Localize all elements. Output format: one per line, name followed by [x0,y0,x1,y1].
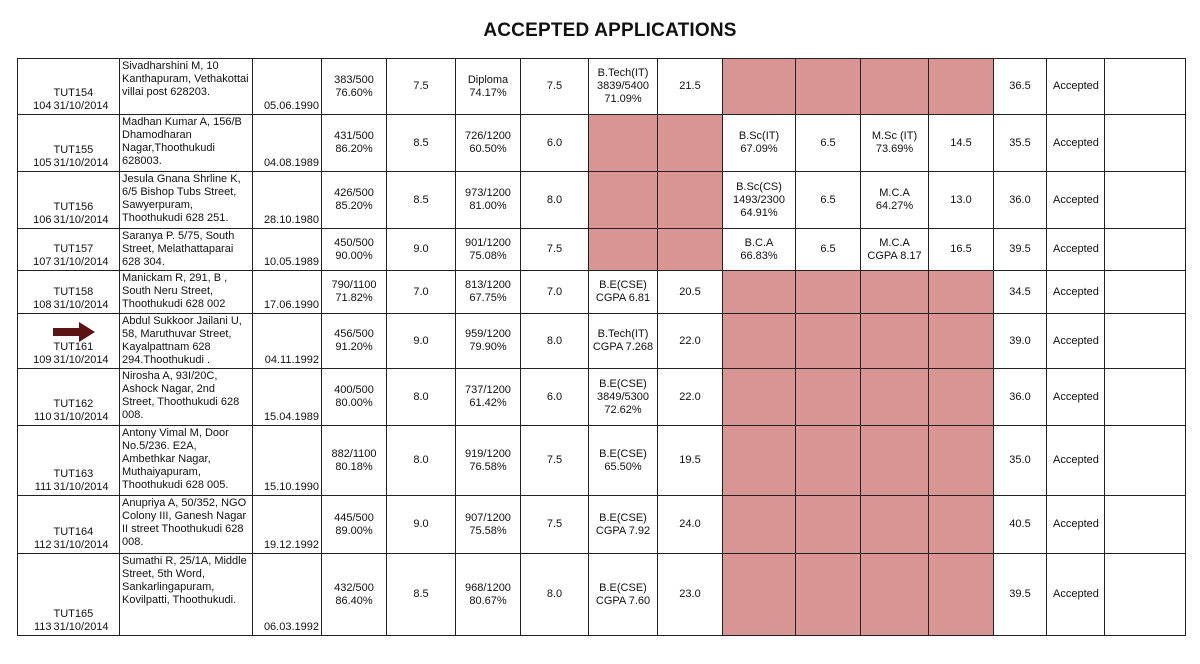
application-code: TUT158 [53,286,94,298]
pg-degree-score: 13.0 [929,172,994,229]
date-of-birth: 17.06.1990 [253,271,322,314]
serial-number: 106 [18,172,52,229]
serial-number: 113 [18,554,52,636]
ug-degree-score [796,59,861,115]
sslc-score: 8.0 [387,369,456,426]
application-date: 31/10/2014 [53,539,109,551]
pg-degree-marks [861,426,929,496]
pg-degree-marks [861,496,929,554]
hsc-score: 8.0 [521,172,589,229]
ug-engineering-marks [589,229,658,271]
hsc-score: 8.0 [521,314,589,369]
hsc-score: 6.0 [521,115,589,172]
status-text: Accepted [1047,554,1105,636]
application-id [52,271,120,314]
ug-engineering-score [658,229,723,271]
remarks-cell [1105,554,1186,636]
total-score: 35.0 [994,426,1047,496]
status-text: Accepted [1047,115,1105,172]
ug-engineering-marks [589,172,658,229]
application-date: 31/10/2014 [53,157,109,169]
ug-degree-marks: B.Sc(IT) 67.09% [723,115,796,172]
table-row [18,115,1186,172]
application-id [52,369,120,426]
serial-number: 111 [18,426,52,496]
remarks-cell [1105,369,1186,426]
total-score: 40.5 [994,496,1047,554]
remarks-cell [1105,172,1186,229]
sslc-marks: 445/500 89.00% [322,496,387,554]
total-score: 39.0 [994,314,1047,369]
ug-engineering-score [658,115,723,172]
pg-degree-marks [861,271,929,314]
ug-degree-marks [723,59,796,115]
application-code: TUT161 [53,341,94,353]
hsc-marks: 968/1200 80.67% [456,554,521,636]
status-text: Accepted [1047,314,1105,369]
total-score: 36.0 [994,172,1047,229]
serial-number: 105 [18,115,52,172]
pg-degree-score: 16.5 [929,229,994,271]
total-score: 34.5 [994,271,1047,314]
date-of-birth: 15.04.1989 [253,369,322,426]
hsc-score: 6.0 [521,369,589,426]
ug-degree-score [796,271,861,314]
remarks-cell [1105,271,1186,314]
hsc-marks: 726/1200 60.50% [456,115,521,172]
ug-engineering-marks [589,115,658,172]
sslc-marks: 450/500 90.00% [322,229,387,271]
sslc-score: 9.0 [387,229,456,271]
total-score: 36.0 [994,369,1047,426]
date-of-birth: 04.11.1992 [253,314,322,369]
remarks-cell [1105,229,1186,271]
name-address: Madhan Kumar A, 156/B Dhamodharan Nagar,Thoothukudi 628003. [120,115,253,172]
application-code: TUT165 [53,608,94,620]
sslc-marks: 431/500 86.20% [322,115,387,172]
hsc-score: 7.5 [521,496,589,554]
ug-degree-score [796,496,861,554]
hsc-marks: 901/1200 75.08% [456,229,521,271]
status-text: Accepted [1047,59,1105,115]
serial-number: 109 [18,314,52,369]
sslc-score: 8.0 [387,426,456,496]
date-of-birth: 15.10.1990 [253,426,322,496]
hsc-marks: Diploma 74.17% [456,59,521,115]
ug-degree-marks: B.Sc(CS) 1493/2300 64.91% [723,172,796,229]
right-arrow-icon [53,322,95,342]
table-row [18,369,1186,426]
status-text: Accepted [1047,172,1105,229]
pg-degree-marks: M.C.A 64.27% [861,172,929,229]
hsc-score: 7.5 [521,229,589,271]
ug-degree-score [796,426,861,496]
ug-engineering-marks: B.Tech(IT) CGPA 7.268 [589,314,658,369]
application-code: TUT156 [53,201,94,213]
status-text: Accepted [1047,369,1105,426]
ug-engineering-score: 21.5 [658,59,723,115]
ug-engineering-marks: B.E(CSE) CGPA 6.81 [589,271,658,314]
ug-degree-marks [723,554,796,636]
ug-degree-marks [723,271,796,314]
application-date: 31/10/2014 [53,214,109,226]
hsc-score: 7.5 [521,426,589,496]
application-date: 31/10/2014 [53,354,109,366]
ug-engineering-score: 23.0 [658,554,723,636]
serial-number: 107 [18,229,52,271]
sslc-marks: 456/500 91.20% [322,314,387,369]
hsc-marks: 813/1200 67.75% [456,271,521,314]
date-of-birth: 04.08.1989 [253,115,322,172]
application-id [52,496,120,554]
sslc-score: 8.5 [387,115,456,172]
sslc-score: 7.0 [387,271,456,314]
name-address: Saranya P. 5/75, South Street, Melathattaparai 628 304. [120,229,253,271]
ug-degree-score [796,314,861,369]
application-code: TUT157 [53,243,94,255]
remarks-cell [1105,59,1186,115]
application-id [52,59,120,115]
ug-engineering-marks: B.E(CSE) 65.50% [589,426,658,496]
name-address: Abdul Sukkoor Jailani U, 58, Maruthuvar Street, Kayalpattnam 628 294.Thoothukudi . [120,314,253,369]
remarks-cell [1105,426,1186,496]
hsc-score: 8.0 [521,554,589,636]
table-row [18,426,1186,496]
name-address: Antony Vimal M, Door No.5/236. E2A, Ambethkar Nagar, Muthaiyapuram, Thoothukudi 628 005. [120,426,253,496]
application-date: 31/10/2014 [53,100,109,112]
table-row [18,496,1186,554]
ug-degree-score [796,369,861,426]
date-of-birth: 10.05.1989 [253,229,322,271]
status-text: Accepted [1047,229,1105,271]
hsc-marks: 907/1200 75.58% [456,496,521,554]
pg-degree-marks [861,369,929,426]
application-id [52,229,120,271]
application-code: TUT164 [53,526,94,538]
table-row [18,314,1186,369]
name-address: Sivadharshini M, 10 Kanthapuram, Vethakottai villai post 628203. [120,59,253,115]
applications-table [17,58,1186,636]
total-score: 39.5 [994,554,1047,636]
ug-engineering-score: 22.0 [658,369,723,426]
table-row [18,554,1186,636]
hsc-marks: 959/1200 79.90% [456,314,521,369]
name-address: Sumathi R, 25/1A, Middle Street, 5th Word, Sankarlingapuram, Kovilpatti, Thoothukudi. [120,554,253,636]
pg-degree-marks [861,554,929,636]
ug-degree-marks [723,496,796,554]
hsc-marks: 919/1200 76.58% [456,426,521,496]
application-date: 31/10/2014 [53,299,109,311]
total-score: 36.5 [994,59,1047,115]
sslc-score: 8.5 [387,554,456,636]
pg-degree-score [929,369,994,426]
ug-engineering-score: 19.5 [658,426,723,496]
application-code: TUT155 [53,144,94,156]
ug-engineering-score: 24.0 [658,496,723,554]
date-of-birth: 19.12.1992 [253,496,322,554]
pg-degree-marks [861,314,929,369]
sslc-marks: 400/500 80.00% [322,369,387,426]
sslc-marks: 383/500 76.60% [322,59,387,115]
sslc-score: 7.5 [387,59,456,115]
table-row [18,271,1186,314]
status-text: Accepted [1047,496,1105,554]
date-of-birth: 05.06.1990 [253,59,322,115]
sslc-marks: 882/1100 80.18% [322,426,387,496]
name-address: Jesula Gnana Shrline K, 6/5 Bishop Tubs Street, Sawyerpuram, Thoothukudi 628 251. [120,172,253,229]
ug-engineering-score [658,172,723,229]
sslc-marks: 432/500 86.40% [322,554,387,636]
total-score: 39.5 [994,229,1047,271]
pg-degree-score [929,271,994,314]
table-row [18,59,1186,115]
sslc-marks: 790/1100 71.82% [322,271,387,314]
remarks-cell [1105,496,1186,554]
sslc-score: 8.5 [387,172,456,229]
remarks-cell [1105,115,1186,172]
serial-number: 110 [18,369,52,426]
pg-degree-marks: M.Sc (IT) 73.69% [861,115,929,172]
application-code: TUT162 [53,398,94,410]
status-text: Accepted [1047,271,1105,314]
hsc-score: 7.5 [521,59,589,115]
status-text: Accepted [1047,426,1105,496]
date-of-birth: 28.10.1980 [253,172,322,229]
serial-number: 104 [18,59,52,115]
ug-degree-marks [723,369,796,426]
hsc-score: 7.0 [521,271,589,314]
pg-degree-score [929,314,994,369]
sslc-score: 9.0 [387,496,456,554]
ug-engineering-marks: B.E(CSE) CGPA 7.60 [589,554,658,636]
application-date: 31/10/2014 [53,411,109,423]
sslc-score: 9.0 [387,314,456,369]
ug-degree-score [796,554,861,636]
name-address: Nirosha A, 93I/20C, Ashock Nagar, 2nd Street, Thoothukudi 628 008. [120,369,253,426]
application-id [52,554,120,636]
remarks-cell [1105,314,1186,369]
application-date: 31/10/2014 [53,256,109,268]
table-row [18,229,1186,271]
pg-degree-score [929,496,994,554]
pg-degree-score: 14.5 [929,115,994,172]
hsc-marks: 973/1200 81.00% [456,172,521,229]
pg-degree-score [929,59,994,115]
ug-engineering-score: 20.5 [658,271,723,314]
ug-degree-marks [723,426,796,496]
application-date: 31/10/2014 [53,621,109,633]
name-address: Anupriya A, 50/352, NGO Colony III, Ganesh Nagar II street Thoothukudi 628 008. [120,496,253,554]
ug-engineering-marks: B.Tech(IT) 3839/5400 71.09% [589,59,658,115]
name-address: Manickam R, 291, B , South Neru Street, Thoothukudi 628 002 [120,271,253,314]
application-id [52,172,120,229]
table-row [18,172,1186,229]
total-score: 35.5 [994,115,1047,172]
application-date: 31/10/2014 [53,481,109,493]
application-code: TUT154 [53,87,94,99]
date-of-birth: 06.03.1992 [253,554,322,636]
ug-degree-score: 6.5 [796,115,861,172]
ug-engineering-marks: B.E(CSE) 3849/5300 72.62% [589,369,658,426]
pg-degree-marks [861,59,929,115]
ug-degree-score: 6.5 [796,172,861,229]
pg-degree-marks: M.C.A CGPA 8.17 [861,229,929,271]
serial-number: 112 [18,496,52,554]
ug-engineering-score: 22.0 [658,314,723,369]
ug-degree-score: 6.5 [796,229,861,271]
pg-degree-score [929,554,994,636]
application-code: TUT163 [53,468,94,480]
ug-degree-marks [723,314,796,369]
serial-number: 108 [18,271,52,314]
pg-degree-score [929,426,994,496]
ug-engineering-marks: B.E(CSE) CGPA 7.92 [589,496,658,554]
page-title: ACCEPTED APPLICATIONS [483,20,737,41]
hsc-marks: 737/1200 61.42% [456,369,521,426]
application-id [52,426,120,496]
application-id [52,115,120,172]
sslc-marks: 426/500 85.20% [322,172,387,229]
ug-degree-marks: B.C.A 66.83% [723,229,796,271]
